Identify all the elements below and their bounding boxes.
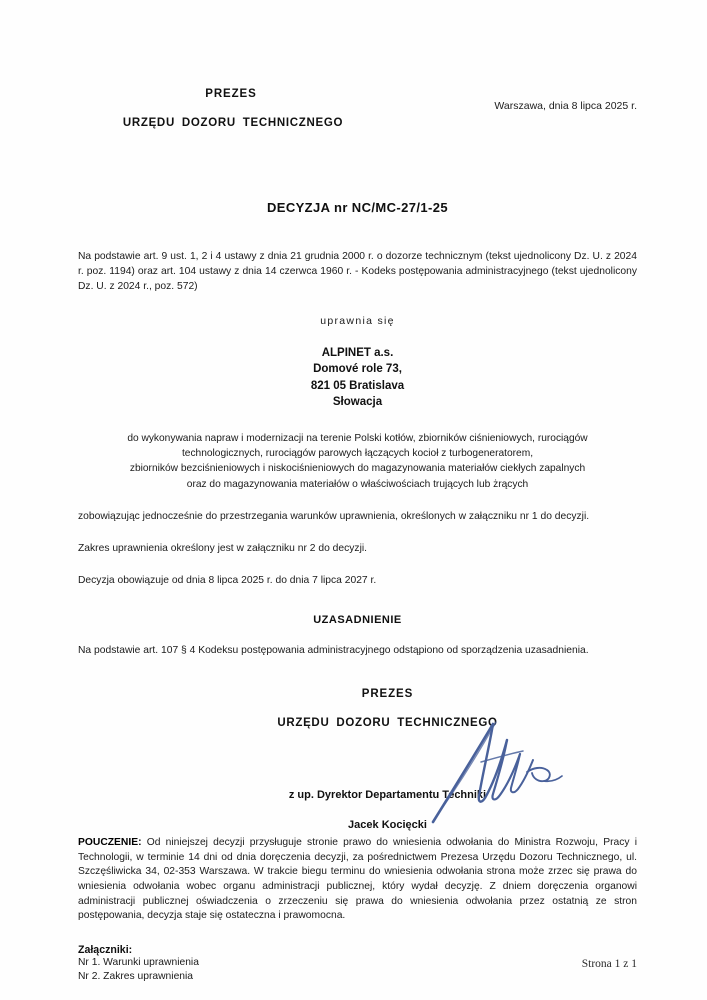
authority-name: URZĘDU DOZORU TECHNICZNEGO: [122, 117, 344, 129]
entity-name: ALPINET a.s.: [321, 346, 394, 359]
justification-heading: UZASADNIENIE: [313, 614, 402, 627]
page-number-footer: Strona 1 z 1: [581, 958, 637, 970]
attachment-item: Nr 2. Zakres uprawnienia: [78, 970, 194, 982]
signature-authority-name: URZĘDU DOZORU TECHNICZNEGO: [277, 717, 498, 730]
scope-of-authorization: [78, 431, 637, 493]
authorized-entity-block: [78, 345, 637, 411]
entity-city: 821 05 Bratislava: [310, 379, 405, 392]
justification-paragraph: Na podstawie art. 107 § 4 Kodeksu postępowania administracyjnego odstąpiono od sporządzenia uzasadnienia.: [78, 645, 589, 657]
scope-line-3: zbiorników bezciśnieniowych i niskociśnieniowych do magazynowania materiałów ciekłych zapalnych: [129, 463, 586, 475]
instruction-paragraph: [78, 836, 637, 924]
instruction-label: POUCZENIE:: [78, 837, 142, 849]
decision-number-title: DECYZJA nr NC/MC-27/1-25: [266, 200, 449, 215]
legal-basis-paragraph: Na podstawie art. 9 ust. 1, 2 i 4 ustawy z dnia 21 grudnia 2000 r. o dozorze technicznym (tekst ujednolicony Dz. U. z 2024 r. poz. 1194) oraz art. 104 ustawy z dnia 14 czerwca 1960 r. - Kodeks postępowania administracyjnego (tekst ujednolicony Dz. U. z 2024 r., poz. 572): [78, 251, 637, 293]
scope-line-4: oraz do magazynowania materiałów o właściwościach trujących lub żrących: [186, 478, 529, 490]
authority-title: PREZES: [205, 88, 257, 100]
document-header: [78, 88, 637, 148]
signatory-role: z up. Dyrektor Departamentu Techniki: [288, 789, 487, 802]
scope-line-1: do wykonywania napraw i modernizacji na terenie Polski kotłów, zbiorników ciśnieniowych, rurociągów: [127, 432, 588, 444]
attachments-title: Załączniki:: [78, 943, 133, 956]
instruction-text: Od niniejszej decyzji przysługuje stronie prawo do wniesienia odwołania do Ministra Rozwoju, Pracy i Technologii, w terminie 14 dni od dnia doręczenia decyzji, za pośrednictwem Prezesa Urzędu Dozoru Technicznego, ul. Szczęśliwicka 34, 02-353 Warszawa. W trakcie biegu terminu do wniesienia odwołania strona może zrzec się prawa do wniesienia odwołania wobec organu administracji publicznej, który wydał decyzję. Z dniem doręczenia organowi administracji publicznej oświadczenia o zrzeczeniu się prawa do wniesienia odwołania przez ostatnią ze stron postępowania, decyzja staje się ostateczna i prawomocna.: [78, 837, 637, 922]
validity-paragraph: Decyzja obowiązuje od dnia 8 lipca 2025 r. do dnia 7 lipca 2027 r.: [78, 575, 377, 587]
entity-street: Domové role 73,: [313, 363, 402, 376]
entity-country: Słowacja: [332, 396, 383, 409]
city-and-date: Warszawa, dnia 8 lipca 2025 r.: [494, 100, 637, 112]
signature-authority-title: PREZES: [361, 688, 414, 701]
attachment-item: Nr 1. Warunki uprawnienia: [78, 956, 199, 968]
scope-annex-paragraph: Zakres uprawnienia określony jest w załączniku nr 2 do decyzji.: [78, 543, 368, 555]
obligation-paragraph: zobowiązując jednocześnie do przestrzegania warunków uprawnienia, określonych w załączniku nr 1 do decyzji.: [78, 511, 590, 523]
scope-line-2: technologicznych, rurociągów parowych łączących kocioł z turbogeneratorem,: [181, 448, 534, 460]
document-content: [78, 0, 637, 984]
signature-block: [78, 688, 637, 832]
signatory-name: Jacek Kocięcki: [348, 819, 427, 832]
grant-lead-text: uprawnia się: [320, 314, 395, 327]
